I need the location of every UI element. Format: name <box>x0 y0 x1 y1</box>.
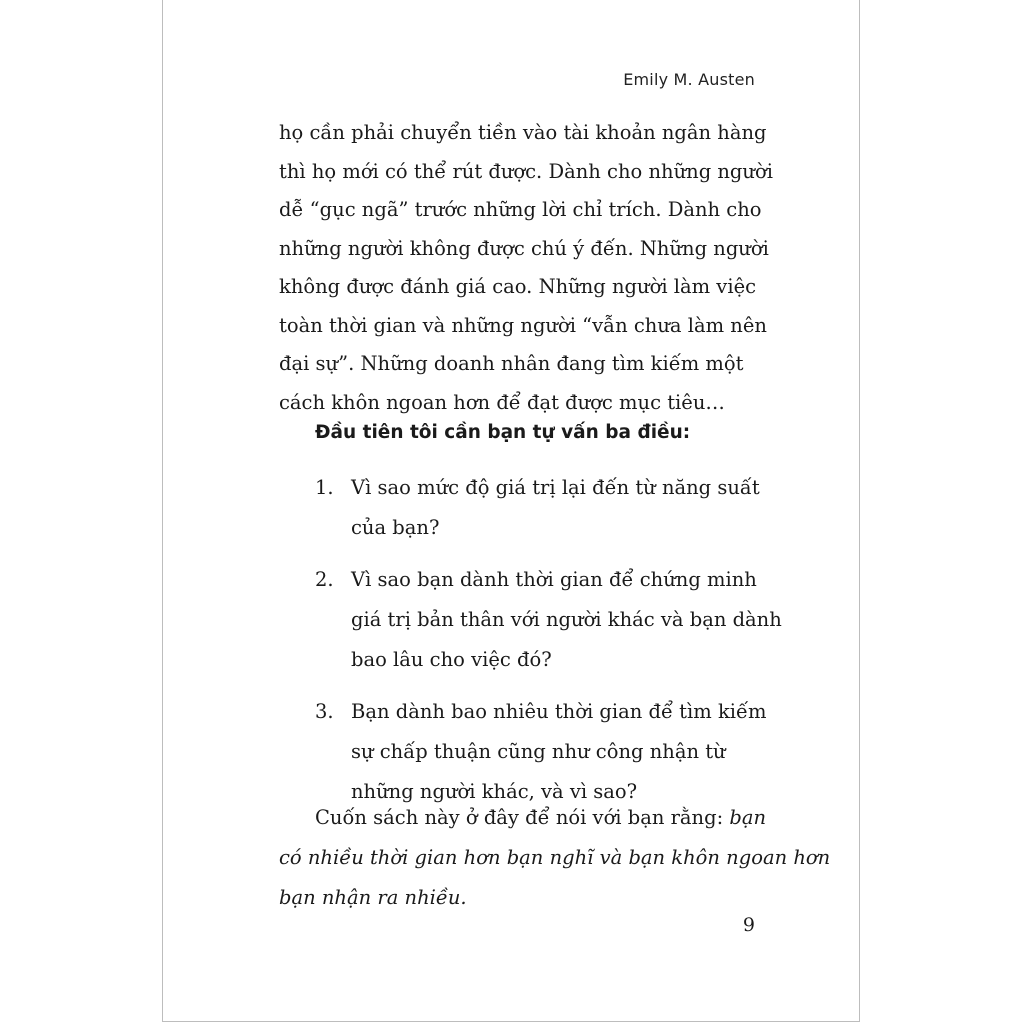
body-line: đại sự”. Những doanh nhân đang tìm kiếm một <box>279 352 744 375</box>
body-line: những người không được chú ý đến. Những người <box>279 236 769 260</box>
closing-line <box>279 798 767 838</box>
question-line: giá trị bản thân với người khác và bạn dành <box>351 608 782 631</box>
body-line: họ cần phải chuyển tiền vào tài khoản ngân hàng <box>279 121 767 144</box>
body-line: thì họ mới có thể rút được. Dành cho những người <box>279 159 773 183</box>
body-line: không được đánh giá cao. Những người làm việc <box>279 275 757 298</box>
section-heading: Đầu tiên tôi cần bạn tự vấn ba điều: <box>315 422 691 443</box>
closing-line <box>279 838 831 878</box>
book-page <box>162 0 860 1022</box>
question-number: 1. <box>315 476 334 499</box>
body-paragraph <box>279 114 773 422</box>
body-line: cách khôn ngoan hơn để đạt được mục tiêu… <box>279 390 725 414</box>
page-number: 9 <box>742 914 755 936</box>
question-line: của bạn? <box>351 516 440 539</box>
closing-italic-text: bạn <box>729 806 767 829</box>
body-line: toàn thời gian và những người “vẫn chưa làm nên <box>279 313 767 337</box>
question-item <box>315 468 775 548</box>
closing-italic-text: có nhiều thời gian hơn bạn nghĩ và bạn khôn ngoan hơn <box>279 846 831 869</box>
question-number: 3. <box>315 700 334 723</box>
question-item <box>315 692 775 812</box>
closing-regular-text: Cuốn sách này ở đây để nói với bạn rằng: <box>315 806 730 829</box>
running-head-author: Emily M. Austen <box>623 70 755 89</box>
question-line: Bạn dành bao nhiêu thời gian để tìm kiếm <box>351 700 767 723</box>
question-line: những người khác, và vì sao? <box>351 780 638 803</box>
question-list <box>315 468 782 812</box>
question-number: 2. <box>315 568 334 591</box>
question-item <box>315 560 782 680</box>
question-line: Vì sao bạn dành thời gian để chứng minh <box>351 568 757 591</box>
closing-italic-text: bạn nhận ra nhiều. <box>279 886 467 909</box>
closing-line <box>279 878 759 918</box>
body-line: dễ “gục ngã” trước những lời chỉ trích. Dành cho <box>279 198 762 221</box>
closing-paragraph <box>279 798 831 918</box>
question-line: Vì sao mức độ giá trị lại đến từ năng suất <box>351 476 760 499</box>
question-line: bao lâu cho việc đó? <box>351 648 552 671</box>
question-line: sự chấp thuận cũng như công nhận từ <box>351 740 726 763</box>
